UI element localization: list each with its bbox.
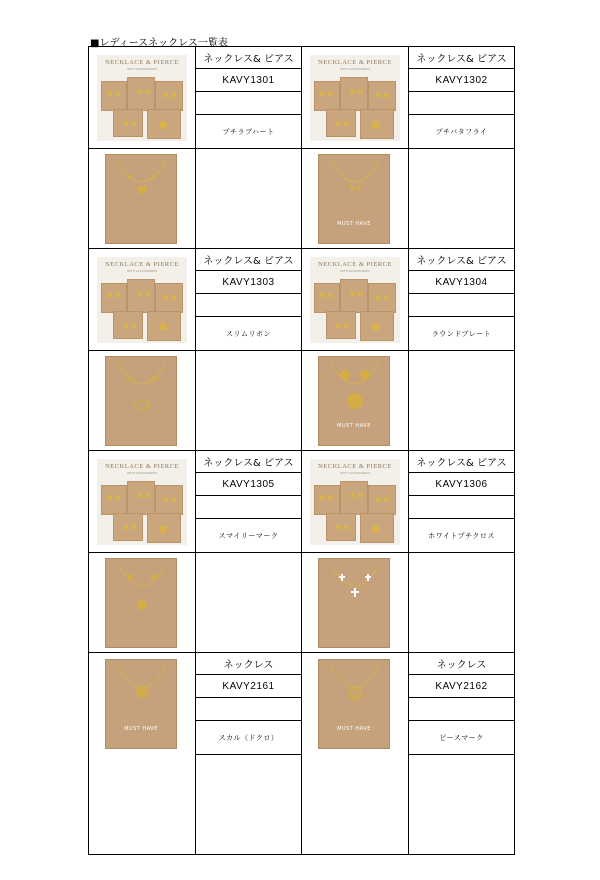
product-code: KAVY1302 — [409, 69, 514, 92]
product-info — [408, 249, 514, 451]
product-block — [89, 47, 301, 249]
product-name: スマイリーマーク — [196, 519, 301, 553]
brand-sublabel: WITH ACCESSORIES — [127, 67, 157, 71]
brand-sublabel: WITH ACCESSORIES — [127, 269, 157, 273]
product-name: スカル（ドクロ） — [196, 721, 301, 755]
product-info — [408, 47, 514, 249]
product-single-photo — [89, 552, 195, 653]
brand-label: NECKLACE & PIERCE — [318, 463, 392, 470]
product-info — [195, 249, 301, 451]
must-have-label: MUST HAVE — [124, 726, 158, 732]
product-category: ネックレス — [196, 653, 301, 675]
brand-sublabel: WITH ACCESSORIES — [340, 67, 370, 71]
product-category: ネックレス — [409, 653, 514, 675]
product-name: ピースマーク — [409, 721, 514, 755]
blank-cell — [196, 698, 301, 721]
product-single-photo — [89, 148, 195, 249]
product-category: ネックレス& ピアス — [409, 451, 514, 473]
product-block — [89, 653, 301, 855]
page-title: ■レディースネックレス一覧表 — [90, 38, 228, 49]
blank-cell — [409, 92, 514, 115]
blank-cell — [409, 698, 514, 721]
product-code: KAVY1304 — [409, 271, 514, 294]
product-code: KAVY1305 — [196, 473, 301, 496]
product-single-photo — [302, 552, 408, 653]
product-block — [302, 451, 514, 653]
brand-sublabel: WITH ACCESSORIES — [127, 471, 157, 475]
product-block — [302, 47, 514, 249]
product-single-photo — [302, 148, 408, 249]
brand-label: NECKLACE & PIERCE — [105, 59, 179, 66]
product-block — [89, 451, 301, 653]
product-single-photo — [89, 653, 195, 754]
blank-cell — [409, 294, 514, 317]
must-have-label: MUST HAVE — [337, 221, 371, 227]
brand-sublabel: WITH ACCESSORIES — [340, 471, 370, 475]
product-code: KAVY2161 — [196, 675, 301, 698]
product-single-photo — [302, 350, 408, 451]
product-table — [88, 46, 515, 855]
product-code: KAVY1306 — [409, 473, 514, 496]
product-group-photo — [302, 249, 408, 350]
blank-cell — [196, 294, 301, 317]
product-category: ネックレス& ピアス — [196, 249, 301, 271]
product-info — [408, 653, 514, 855]
product-name: プチバタフライ — [409, 115, 514, 149]
blank-cell — [196, 92, 301, 115]
product-info — [408, 451, 514, 653]
product-code: KAVY2162 — [409, 675, 514, 698]
product-single-photo — [89, 350, 195, 451]
product-group-photo — [302, 451, 408, 552]
product-category: ネックレス& ピアス — [196, 47, 301, 69]
product-code: KAVY1301 — [196, 69, 301, 92]
brand-label: NECKLACE & PIERCE — [105, 261, 179, 268]
product-info — [195, 451, 301, 653]
product-name: ホワイトプチクロス — [409, 519, 514, 553]
product-name: ラウンドプレート — [409, 317, 514, 351]
must-have-label: MUST HAVE — [337, 726, 371, 732]
product-name: プチラブハート — [196, 115, 301, 149]
product-name: スリムリボン — [196, 317, 301, 351]
product-block — [302, 249, 514, 451]
product-info — [195, 653, 301, 855]
product-group-photo — [302, 47, 408, 148]
product-code: KAVY1303 — [196, 271, 301, 294]
product-group-photo — [89, 451, 195, 552]
blank-cell — [196, 496, 301, 519]
product-single-photo — [302, 653, 408, 754]
product-block — [302, 653, 514, 855]
product-category: ネックレス& ピアス — [409, 249, 514, 271]
brand-label: NECKLACE & PIERCE — [105, 463, 179, 470]
blank-cell — [409, 496, 514, 519]
product-block — [89, 249, 301, 451]
product-group-photo — [89, 47, 195, 148]
product-group-photo — [89, 249, 195, 350]
product-category: ネックレス& ピアス — [409, 47, 514, 69]
brand-label: NECKLACE & PIERCE — [318, 59, 392, 66]
brand-sublabel: WITH ACCESSORIES — [340, 269, 370, 273]
product-category: ネックレス& ピアス — [196, 451, 301, 473]
must-have-label: MUST HAVE — [337, 423, 371, 429]
product-info — [195, 47, 301, 249]
brand-label: NECKLACE & PIERCE — [318, 261, 392, 268]
